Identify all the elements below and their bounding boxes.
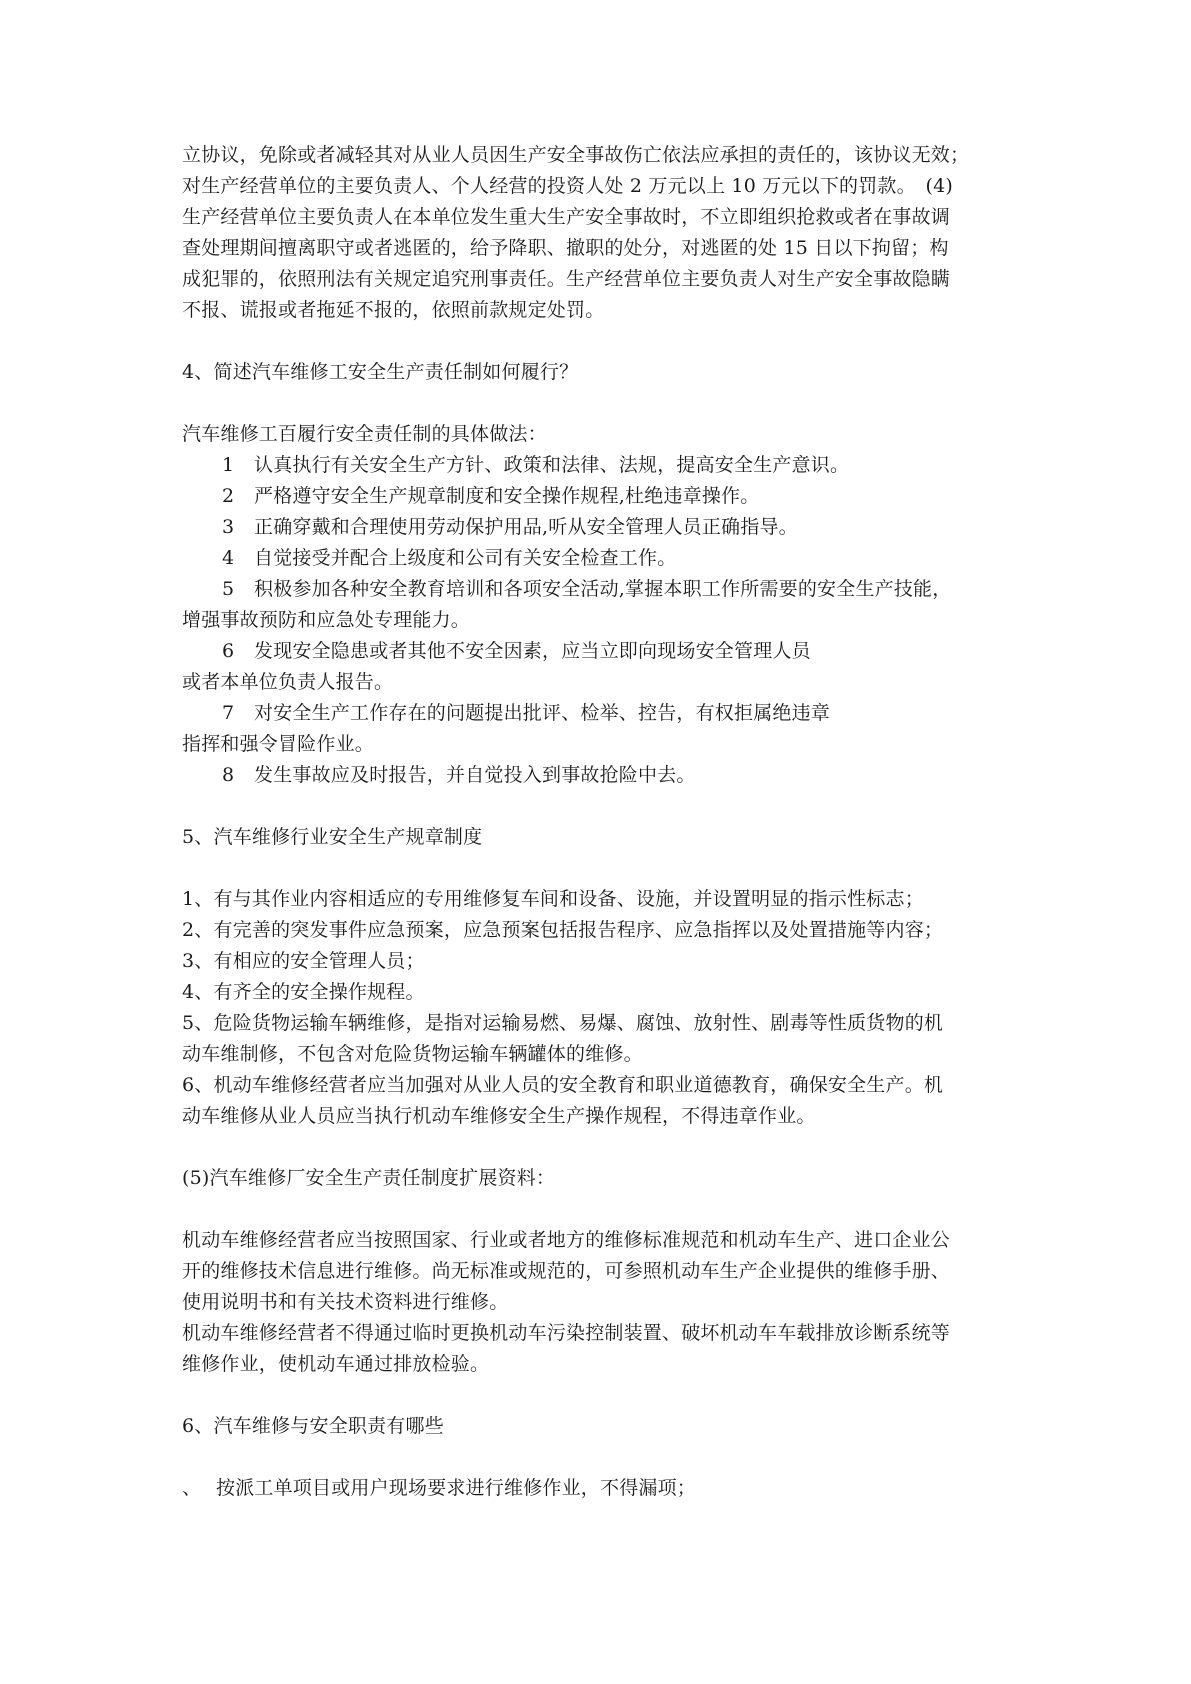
item-text: 正确穿戴和合理使用劳动保护用品,听从安全管理人员正确指导。 (254, 516, 798, 538)
body-line: 成犯罪的，依照刑法有关规定追究刑事责任。生产经营单位主要负责人对生产安全事故隐瞒 (182, 268, 951, 290)
item-text: 对安全生产工作存在的问题提出批评、检举、控告，有权拒属绝违章 (254, 702, 831, 724)
section5-ext-body (182, 1225, 1022, 1380)
section5-heading: 5、汽车维修行业安全生产规章制度 (182, 826, 483, 848)
list-item-4 (182, 543, 1022, 574)
paragraph-gap (182, 791, 1022, 822)
body-line: 6、机动车维修经营者应当加强对从业人员的安全教育和职业道德教育，确保安全生产。机 (182, 1074, 944, 1096)
section4-heading: 4、简述汽车维修工安全生产责任制如何履行？ (182, 361, 579, 383)
list-item-2 (182, 481, 1022, 512)
body-line: 动车维修从业人员应当执行机动车维修安全生产操作规程，不得违章作业。 (182, 1105, 816, 1127)
list-item-7-continuation: 指挥和强令冒险作业。 (182, 733, 375, 755)
list-item-7 (182, 698, 1022, 729)
item-number: 3 (222, 516, 235, 538)
section4-list (182, 450, 1022, 791)
paragraph-gap (182, 853, 1022, 884)
section6-heading: 6、汽车维修与安全职责有哪些 (182, 1415, 444, 1437)
list-item-6 (182, 636, 1022, 667)
body-line: 生产经营单位主要负责人在本单位发生重大生产安全事故时，不立即组织抢救或者在事故调 (182, 206, 951, 228)
body-line: 立协议，免除或者减轻其对从业人员因生产安全事故伤亡依法应承担的责任的，该协议无效； (182, 144, 970, 166)
item-mark: 、 (182, 1477, 202, 1499)
body-line: 机动车维修经营者不得通过临时更换机动车污染控制装置、破坏机动车车载排放诊断系统等 (182, 1322, 951, 1344)
document-body (182, 140, 1022, 1504)
item-number: 7 (222, 702, 235, 724)
item-text: 发现安全隐患或者其他不安全因素，应当立即向现场安全管理人员 (254, 640, 811, 662)
list-item-8 (182, 760, 1022, 791)
paragraph-gap (182, 326, 1022, 357)
section6-first-item (182, 1473, 1022, 1504)
section3-tail (182, 140, 1022, 326)
item-text: 积极参加各种安全教育培训和各项安全活动,掌握本职工作所需要的安全生产技能， (254, 578, 952, 600)
list-item-1 (182, 450, 1022, 481)
paragraph-gap (182, 1132, 1022, 1163)
list-item-6-continuation: 或者本单位负责人报告。 (182, 671, 394, 693)
body-line: 开的维修技术信息进行维修。尚无标准或规范的，可参照机动车生产企业提供的维修手册、 (182, 1260, 951, 1282)
item-number: 6 (222, 640, 235, 662)
body-line: 查处理期间擅离职守或者逃匿的，给予降职、撤职的处分，对逃匿的处 15 日以下拘留；构 (182, 237, 949, 259)
body-line: 动车维制修，不包含对危险货物运输车辆罐体的维修。 (182, 1043, 643, 1065)
item-text: 自觉接受并配合上级度和公司有关安全检查工作。 (254, 547, 677, 569)
body-line: 使用说明书和有关技术资料进行维修。 (182, 1291, 509, 1313)
item-number: 8 (222, 764, 235, 786)
paragraph-gap (182, 1380, 1022, 1411)
list-item-3 (182, 512, 1022, 543)
item-text: 严格遵守安全生产规章制度和安全操作规程,杜绝违章操作。 (254, 485, 760, 507)
body-line: 不报、谎报或者拖延不报的，依照前款规定处罚。 (182, 299, 605, 321)
item-number: 2 (222, 485, 235, 507)
paragraph-gap (182, 1194, 1022, 1225)
body-line: 维修作业，使机动车通过排放检验。 (182, 1353, 490, 1375)
paragraph-gap (182, 388, 1022, 419)
body-line: 4、有齐全的安全操作规程。 (182, 981, 425, 1003)
section5-ext-heading: (5)汽车维修厂安全生产责任制度扩展资料： (182, 1167, 556, 1189)
item-text: 发生事故应及时报告，并自觉投入到事故抢险中去。 (254, 764, 696, 786)
item-number: 5 (222, 578, 235, 600)
section5-list (182, 884, 1022, 1132)
item-text: 认真执行有关安全生产方针、政策和法律、法规，提高安全生产意识。 (254, 454, 850, 476)
body-line: 5、危险货物运输车辆维修，是指对运输易燃、易爆、腐蚀、放射性、剧毒等性质货物的机 (182, 1012, 944, 1034)
item-number: 1 (222, 454, 235, 476)
item-text: 按派工单项目或用户现场要求进行维修作业，不得漏项； (216, 1477, 697, 1499)
section4-intro: 汽车维修工百履行安全责任制的具体做法： (182, 423, 547, 445)
body-line: 机动车维修经营者应当按照国家、行业或者地方的维修标准规范和机动车生产、进口企业公 (182, 1229, 951, 1251)
list-item-5 (182, 574, 1022, 605)
list-item-5-continuation: 增强事故预防和应急处专理能力。 (182, 609, 471, 631)
body-line: 2、有完善的突发事件应急预案，应急预案包括报告程序、应急指挥以及处置措施等内容； (182, 919, 944, 941)
paragraph-gap (182, 1442, 1022, 1473)
body-line: 1、有与其作业内容相适应的专用维修复车间和设备、设施，并设置明显的指示性标志； (182, 888, 924, 910)
body-line: 3、有相应的安全管理人员； (182, 950, 425, 972)
body-line: 对生产经营单位的主要负责人、个人经营的投资人处 2 万元以上 10 万元以下的罚款。 (4) (182, 175, 954, 197)
item-number: 4 (222, 547, 235, 569)
